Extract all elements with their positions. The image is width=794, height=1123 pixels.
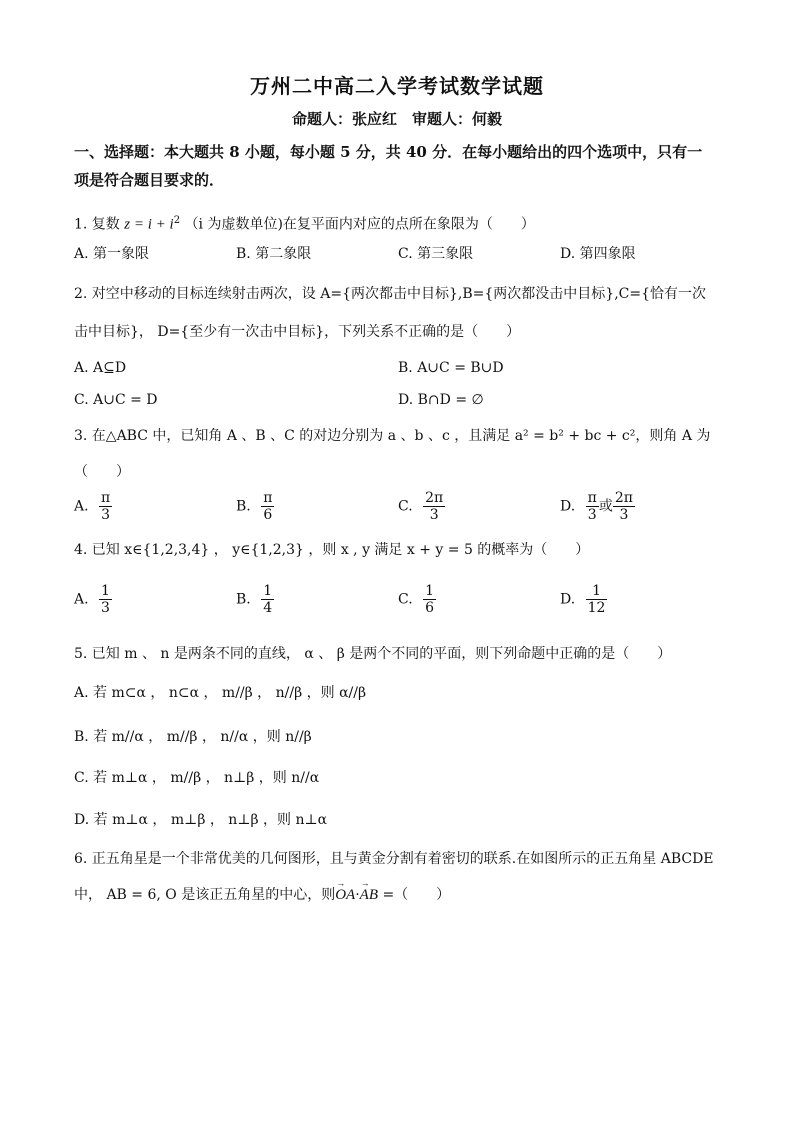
numerator: 1 [101,583,110,599]
authors-line: 命题人：张应红 审题人：何毅 [291,110,502,128]
section-heading-line2: 项是符合题目要求的． [74,171,225,189]
q4-option-d [560,583,607,616]
question-2-line1: 2. 对空中移动的目标连续射击两次，设 A={两次都击中目标},B={两次都没击中目标},C={恰有一次 [74,286,706,302]
q3-option-c [398,490,445,523]
q2-option-d: D. B∩D = ∅ [398,392,484,408]
q4-option-d-fraction [586,583,608,616]
q2-option-b: B. A∪C = B∪D [398,360,504,376]
q3-option-d-fraction1 [586,490,599,523]
page-title: 万州二中高二入学考试数学试题 [250,74,544,98]
q4-option-c-label: C. [398,591,413,608]
q4-option-a-fraction [99,583,112,616]
q3-option-b-fraction [261,490,274,523]
q1-option-a: A. 第一象限 [74,246,150,262]
question-6-line1: 6. 正五角星是一个非常优美的几何图形，且与黄金分割有着密切的联系.在如图所示的正五角星 ABCDE [74,851,714,867]
denominator: 6 [425,600,435,616]
q5-option-d: D. 若 m⊥α ， m⊥β ， n⊥β ，则 n⊥α [74,812,328,828]
numerator: 1 [425,583,435,599]
q3-option-b [236,490,274,523]
q2-option-c: C. A∪C = D [74,392,158,408]
question-2-line2: 击中目标}， D={至少有一次击中目标}，下列关系不正确的是（ ） [74,324,521,340]
q4-option-d-label: D. [560,591,576,608]
q3-option-a-fraction [99,490,112,523]
q4-option-b-label: B. [236,591,251,608]
q5-option-a: A. 若 m⊂α ， n⊂α ， m//β ， n//β ，则 α//β [74,685,367,701]
q3-option-d-fraction2 [613,490,635,523]
q6-line2-suffix: =（ ） [378,887,451,903]
numerator: π [101,490,111,506]
q3-option-d-label: D. [560,498,576,515]
q1-prefix: 1. 复数 [74,216,120,233]
q3-option-b-label: B. [236,498,251,515]
q4-option-a-label: A. [74,591,89,608]
q4-option-b [236,583,274,616]
q1-exponent: 2 [173,215,181,226]
numerator: 2π [614,490,633,506]
numerator: π [587,490,597,506]
q3-option-d-or: 或 [598,498,613,515]
q1-math: z = i + i [124,216,174,233]
section-heading-line1: 一、选择题：本大题共 8 小题，每小题 5 分，共 40 分．在每小题给出的四个选项中，只有一 [74,143,703,161]
q5-option-b: B. 若 m//α ， m//β ， n//α ，则 n//β [74,729,312,745]
question-3-line1: 3. 在△ABC 中，已知角 A 、B 、C 的对边分别为 a 、b 、c ，且满足 a² = b² + bc + c²，则角 A 为 [74,428,711,444]
q3-option-a [74,490,112,523]
q1-option-d: D. 第四象限 [560,246,636,262]
numerator: π [263,490,273,506]
denominator: 6 [263,507,273,523]
q4-option-a [74,583,112,616]
q4-option-c-fraction [423,583,436,616]
q1-suffix: （i 为虚数单位)在复平面内对应的点所在象限为（ ） [184,216,535,233]
numerator: 1 [586,583,608,600]
numerator: 2π [425,490,444,506]
denominator: 3 [619,507,629,523]
q4-option-c [398,583,436,616]
q3-option-c-fraction [423,490,445,523]
question-1 [74,210,724,236]
vector-ab: → AB [360,884,378,906]
q3-option-c-label: C. [398,498,413,515]
q4-option-b-fraction [261,583,274,616]
q2-option-a: A. A⊆D [74,360,127,376]
q5-option-c: C. 若 m⊥α ， m//β ， n⊥β ，则 n//α [74,770,320,786]
denominator: 3 [587,507,597,523]
denominator: 12 [587,600,606,616]
denominator: 3 [429,507,439,523]
q1-option-b: B. 第二象限 [236,246,312,262]
question-4-line1: 4. 已知 x∈{1,2,3,4} ， y∈{1,2,3} ，则 x , y 满足 x + y = 5 的概率为（ ） [74,542,590,558]
dot-operator: · [355,887,360,903]
denominator: 4 [263,600,273,616]
q1-option-c: C. 第三象限 [398,246,474,262]
question-3-line2: （ ） [74,464,130,480]
q6-line2-prefix: 中， AB = 6, O 是该正五角星的中心，则 [74,887,336,903]
question-5-line1: 5. 已知 m 、 n 是两条不同的直线， α 、 β 是两个不同的平面，则下列命题中正确的是（ ） [74,646,672,662]
vector-oa: → OA [335,884,355,906]
numerator: 1 [263,583,273,599]
denominator: 3 [101,600,110,616]
denominator: 3 [101,507,111,523]
q3-option-d [560,490,635,523]
q3-option-a-label: A. [74,498,89,515]
question-6-line2 [74,884,724,906]
